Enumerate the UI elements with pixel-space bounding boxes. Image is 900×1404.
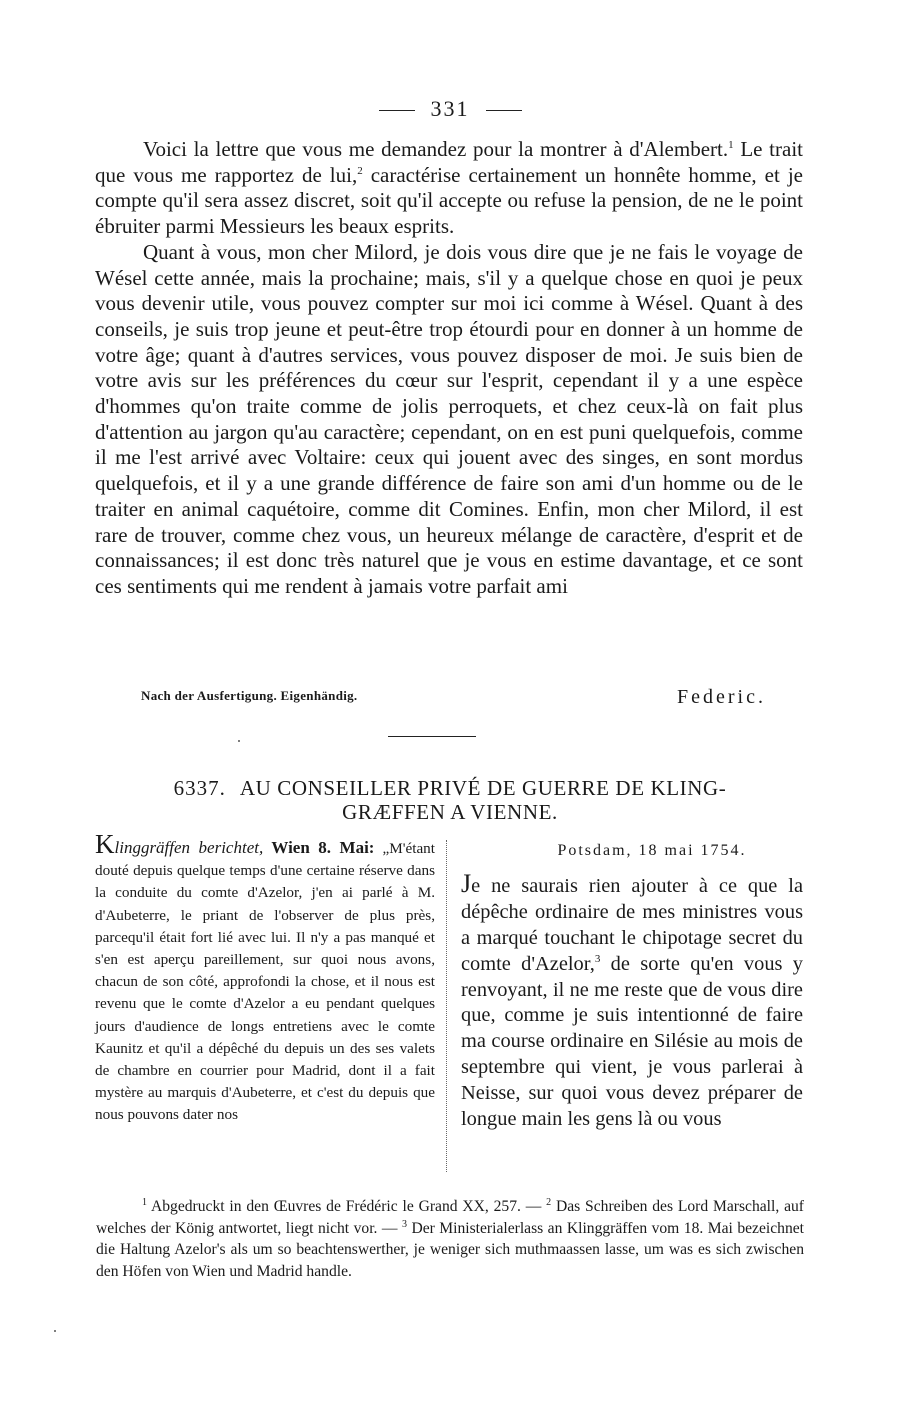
report-column (95, 829, 435, 1127)
letter-body (95, 137, 803, 600)
scan-speck (54, 1330, 56, 1332)
letter-text: Le trait que vous me rapportez de lui, (95, 137, 803, 187)
dateline: Potsdam, 18 mai 1754. (557, 842, 747, 859)
reply-column (461, 838, 803, 1133)
page-number: 331 (430, 96, 470, 121)
column-divider (446, 840, 447, 1172)
page-header (0, 96, 900, 122)
title-line-2: GRÆFFEN A VIENNE. (342, 800, 558, 824)
header-dash-right (486, 110, 522, 111)
header-dash-left (379, 110, 415, 111)
reply-text: e ne saurais rien ajouter à ce que la dépêche ordinaire de mes ministres vous a marqué touchant le chipotage secret du comte d'Azelor, (461, 874, 803, 975)
section-divider (388, 736, 476, 737)
footnote-ref: 3 (594, 952, 601, 965)
report-lead: linggräffen berichtet, (114, 838, 264, 857)
section-title (120, 776, 780, 824)
letter-paragraph-1 (95, 137, 803, 240)
reply-text: de sorte qu'en vous y renvoyant, il ne me reste que de vous dire que, comme je suis intentionné de faire ma course ordinaire en Silésie au mois de septembre qui vient, je vous parlerai à Neisse, sur quoi vous devez préparer de longue main les gens là ou vous (461, 952, 803, 1131)
report-lead-date: Wien 8. Mai: (263, 838, 375, 857)
signature: Federic. (677, 686, 766, 708)
footnotes (96, 1196, 804, 1282)
footnote-number: 3 (401, 1218, 407, 1230)
footnote-block (96, 1196, 804, 1282)
footnote-number: 1 (142, 1197, 147, 1208)
footnote-text: Der Ministerialerlass an Klinggräffen vom 18. Mai bezeichnet die Haltung Azelor's als um so beachtenswerther, je weniger sich muthmaassen lasse, um was es sich zwischen den Höfen von Wien und Madrid handle. (96, 1219, 804, 1280)
drop-initial: K (95, 829, 115, 859)
report-text: „M'étant douté depuis quelque temps d'une certaine réserve dans la conduite du comte d'Azelor, j'en ai parlé à M. d'Aubeterre, le priant de l'observer de plus près, parcequ'il était fort lié avec lui. Il n'y a pas manqué et s'en est aperçu pareillement, sur quoi nous avons, chacun de son côté, approfondi la chose, et il nous est revenu que le comte d'Azelor a eu pendant quelques jours d'audience de longs entretiens avec le comte Kaunitz et qu'il a dépêché du depuis un des ses valets de chambre en courrier pour Madrid, dont il a fait mystère au marquis d'Aubeterre, et c'est du depuis que nous pouvons dater nos (95, 840, 435, 1124)
footnote-ref: 1 (728, 139, 734, 151)
letter-text: caractérise certainement un honnête homme, et je compte qu'il sera assez discret, soit qu'il accepte ou refuse la pension, de ne le point ébruiter parmi Messieurs les beaux esprits. (95, 162, 803, 239)
footnote-text: Das Schreiben des Lord Marschall, auf welches der König antwortet, liegt nicht vor. — (96, 1198, 804, 1237)
letter-paragraph-2: Quant à vous, mon cher Milord, je dois vous dire que je ne fais le voyage de Wésel cette année, mais la prochaine; mais, s'il y a quelque chose en quoi je peux vous devenir utile, vous pouvez compter sur moi ici comme à Wésel. Quant à des conseils, je suis trop jeune et peut-être trop étourdi pour en donner à un homme de votre âge; quant à d'autres services, vous pouvez disposer de moi. Je suis bien de votre avis sur les préférences du cœur sur l'esprit, cependant il y a une espèce d'hommes qu'on traite comme de jolis perroquets, et chez ceux-là on fait plus d'attention au jargon qu'au caractère; cependant, on en est puni quelquefois, comme il me l'est arrivé avec Voltaire: ceux qui jouent avec des singes, en sont mordus quelquefois, et il y a une grande différence de faire son ami d'un homme ou de le traiter en animal caquétoire, comme dit Comines. Enfin, mon cher Milord, il est rare de trouver, comme chez vous, un heureux mélange de caractère, d'esprit et de connaissances; il est donc très naturel que je vous en estime davantage, et ce sont ces sentiments qui me rendent à jamais votre parfait ami (95, 239, 803, 598)
drop-initial: J (461, 868, 472, 898)
source-note: Nach der Ausfertigung. Eigenhändig. (141, 688, 358, 703)
scan-speck (238, 740, 240, 742)
letter-number: 6337. (173, 776, 226, 800)
footnote-text: Abgedruckt in den Œuvres de Frédéric le Grand XX, 257. — (147, 1198, 547, 1215)
footnote-number: 2 (546, 1197, 552, 1208)
title-line-1: AU CONSEILLER PRIVÉ DE GUERRE DE KLING- (239, 776, 727, 800)
footnote-ref: 2 (357, 164, 363, 177)
letter-text: Voici la lettre que vous me demandez pour la montrer à d'Alembert. (143, 137, 729, 161)
